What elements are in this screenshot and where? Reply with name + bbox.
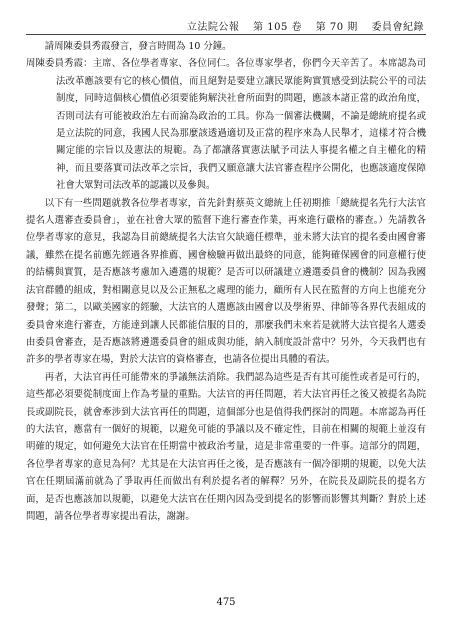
gazette-title: 立法院公報 [186,22,240,33]
body-paragraph: 以下有一些問題就教各位學者專家，首先針對蔡英文總統上任初期推「總統提名先行大法官提名人選審查委員會」，並在社會大眾的監督下進行審查作業，再來進行嚴格的審查。）先請教各位學者專家的意見，我認為目前總統提名大法官欠缺適任標準，並未將大法官的提名委由國會審議，雖然在提名前應先經過各界推薦、國會檢驗再做出最終的同意，能夠確保國會的同意權行使的結構與實質，是否應該考慮加入遴選的規範？是否可以研議建立遴選委員會的機制？因為我國法官群體的組成，對相關意見以及公正無私之處理的能力，顧所有人民在監督的方向上也能充分發聲；第二，以歐美國家的經驗，大法官的人選應該由國會以及學術界、律師等各界代表組成的委員會來進行審查，方能達到讓人民都能信服的目的，那麼我們未來若是就將大法官提名人選委由委員會審查，是否應該將遴選委員會的組成與功能，納入制度設計當中？另外，今天我們也有許多的學者專家在場，對於大法官的資格審查，也請各位提出具體的看法。 [26,197,426,366]
page-header [177,18,424,33]
chair-announcement: 請周陳委員秀霞發言，發言時間為 10 分鐘。 [44,41,232,52]
body-paragraph: 再者，大法官再任可能帶來的爭議無法消除。我們認為這些是否有其可能性或者是可行的，這些都必須要從制度面上作為考量的重點。大法官的再任問題，若大法官再任之後又被提名為院長或副院長，就會牽涉到大法官再任的問題，這個部分也是值得我們探討的問題。本席認為再任的大法官，應當有一個好的規範，以避免可能的爭議以及不確定性，目前在相關的規範上並沒有明確的規定，如何避免大法官在任期當中被政治考量，這是非常重要的一件事。這部分的問題，各位學者專家的意見為何？尤其是在大法官再任之後，是否應該有一個冷卻期的規範，以免大法官在任期屆滿前就為了爭取再任而做出有利於提名者的解釋？另外，在院長及副院長的提名方面，是否也應該加以規範，以避免大法官在任期內因為受到提名的影響而影響其判斷？對於上述問題，請各位學者專家提出看法，謝謝。 [26,371,426,522]
volume-label: 第 105 卷 [253,22,303,33]
transcript-body [26,38,426,525]
header-rule [26,34,426,35]
speaker-paragraph: 周陳委員秀霞：主席、各位學者專家、各位同仁。各位專家學者，你們今天辛苦了。本席認為司法改革應該要有它的核心價值，而且絕對是要建立讓民眾能夠實質感受到法院公平的司法制度，同時這個核心價值必須要能夠解決社會所面對的問題，應該本諸正當的政治角度，否則司法有可能被政治左右而淪為政治的工具。你為一個審法機關，不論是總統府提名或是立法院的同意，我國人民為那麼該透過適切及正當的程序來為人民舉才，這樣才符合機關定能的宗旨以及憲法的規範。為了都讓落實憲法賦予司法人事提名權之自主權化的精神，而且要落實司法改革之宗旨，我們又願意讓大法官審查程序公開化，也應該適度保障社會大眾對司法改革的認識以及參與。 [26,58,426,192]
section-label: 委員會紀錄 [371,22,424,33]
page-number: 475 [216,597,236,608]
issue-label: 第 70 期 [315,22,358,33]
